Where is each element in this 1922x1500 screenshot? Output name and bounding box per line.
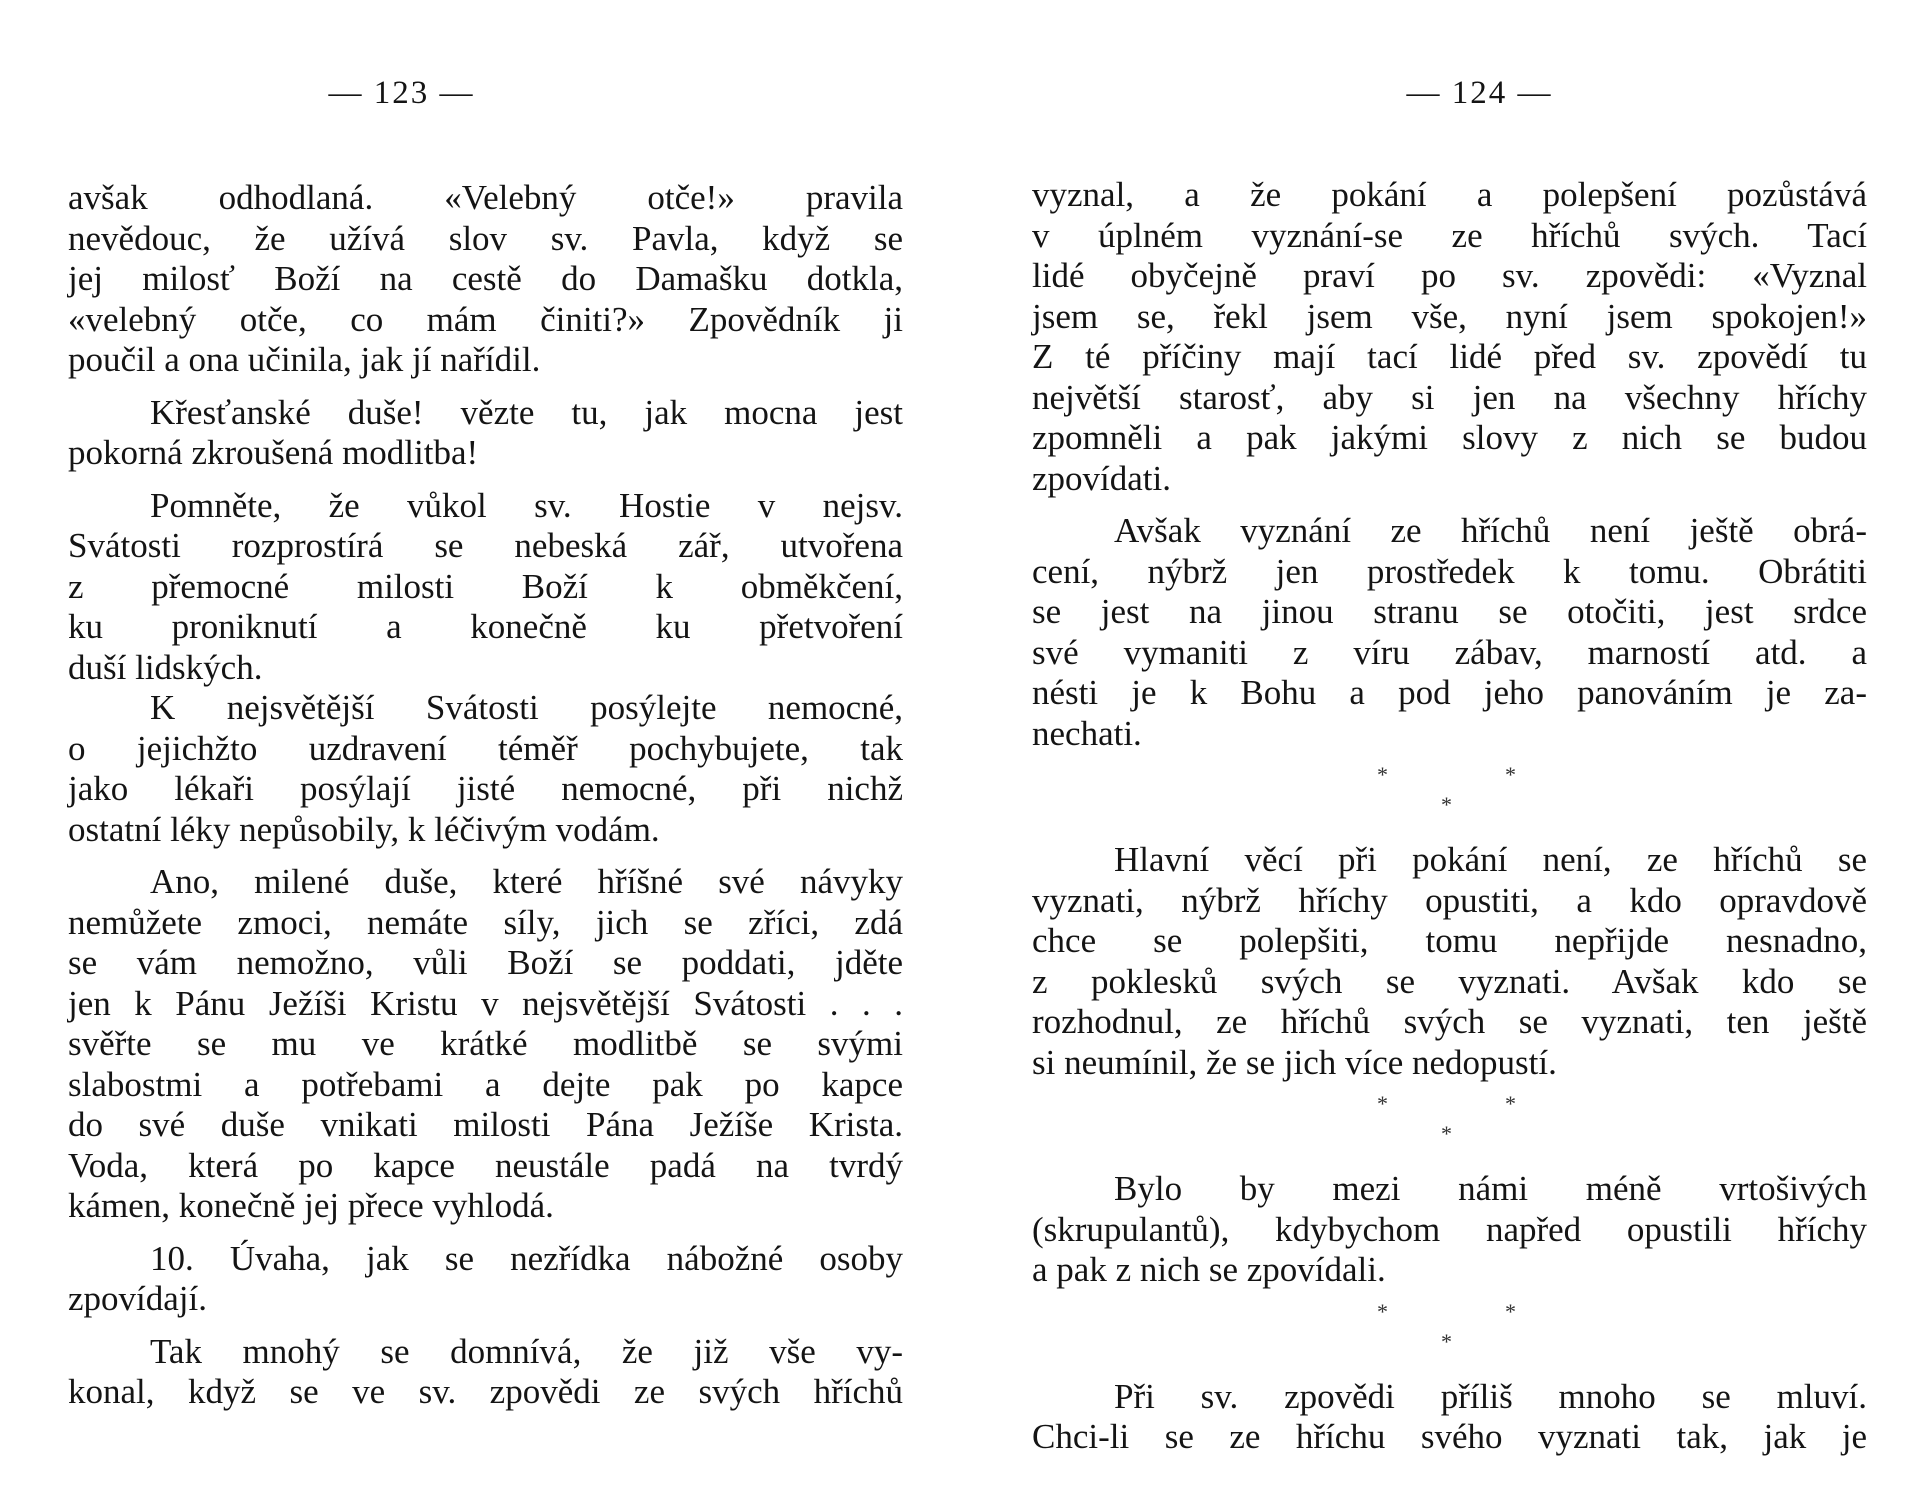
asterisk-icon: *	[1505, 1298, 1516, 1324]
text-line: chce se polepšiti, tomu nepřijde nesnadno,	[1032, 921, 1867, 960]
text-line: se jest na jinou stranu se otočiti, jest srdce	[1032, 592, 1867, 631]
text-line: jsem se, řekl jsem vše, nyní jsem spokojen!»	[1032, 296, 1867, 336]
text-line: slabostmi a potřebami a dejte pak po kapce	[68, 1064, 903, 1104]
text-line: Z té příčiny mají tací lidé před sv. zpovědí tu	[1032, 337, 1867, 376]
text-line: lidé obyčejně praví po sv. zpovědi: «Vyznal	[1032, 256, 1867, 295]
asterisk-icon: *	[1441, 1121, 1452, 1146]
text-line: ku proniknutí a konečně ku přetvoření	[68, 607, 903, 646]
text-line: z přemocné milosti Boží k obměkčení,	[68, 566, 903, 606]
right-page	[1032, 0, 1867, 1500]
asterisk-icon: *	[1441, 792, 1452, 817]
text-line: Ano, milené duše, které hříšné své návyky	[150, 862, 903, 901]
asterisk-icon: *	[1441, 1328, 1452, 1354]
text-line: konal, když se ve sv. zpovědi ze svých hříchů	[68, 1372, 903, 1411]
text-line: se vám nemožno, vůli Boží se poddati, jděte	[68, 943, 903, 982]
text-line: Svátosti rozprostírá se nebeská zář, utvořena	[68, 526, 903, 565]
asterisk-icon: *	[1505, 762, 1516, 787]
text-line: zpomněli a pak jakými slovy z nich se budou	[1032, 418, 1867, 457]
text-line: nechati.	[1032, 713, 1142, 753]
section-divider	[1032, 1299, 1867, 1369]
section-divider	[1032, 762, 1867, 832]
text-line: největší starosť, aby si jen na všechny hříchy	[1032, 377, 1867, 417]
text-line: rozhodnul, ze hříchů svých se vyznati, ten ještě	[1032, 1002, 1867, 1041]
text-line: vyznal, a že pokání a polepšení pozůstává	[1032, 175, 1867, 214]
text-line: Při sv. zpovědi příliš mnoho se mluví.	[1114, 1376, 1867, 1416]
text-line: vyznati, nýbrž hříchy opustiti, a kdo opravdově	[1032, 880, 1867, 920]
text-line: nemůžete zmoci, nemáte síly, jich se zříci, zdá	[68, 902, 903, 942]
text-line: avšak odhodlaná. «Velebný otče!» pravila	[68, 178, 903, 217]
paragraph-group	[1032, 1377, 1867, 1458]
section-divider	[1032, 1091, 1867, 1161]
text-line: o jejichžto uzdravení téměř pochybujete, tak	[68, 728, 903, 768]
text-line: Pomněte, že vůkol sv. Hostie v nejsv.	[150, 485, 903, 525]
text-line: jej milosť Boží na cestě do Damašku dotkla,	[68, 259, 903, 298]
paragraph-group	[1032, 840, 1867, 1083]
right-page-text	[1032, 175, 1867, 1458]
text-line: 10. Úvaha, jak se nezřídka nábožné osoby	[150, 1238, 903, 1278]
paragraph-group	[1032, 1169, 1867, 1291]
text-line: z poklesků svých se vyznati. Avšak kdo se	[1032, 961, 1867, 1001]
asterisk-icon: *	[1377, 1091, 1388, 1116]
text-line: zpovídají.	[68, 1279, 207, 1318]
text-line: pokorná zkroušená modlitba!	[68, 433, 479, 472]
asterisk-icon: *	[1377, 762, 1388, 787]
text-line: duší lidských.	[68, 647, 263, 687]
text-line: Křesťanské duše! vězte tu, jak mocna jest	[150, 392, 903, 432]
asterisk-icon: *	[1377, 1298, 1388, 1324]
text-line: Voda, která po kapce neustále padá na tvrdý	[68, 1145, 903, 1185]
text-line: a pak z nich se zpovídali.	[1032, 1250, 1386, 1289]
text-line: v úplném vyznání-se ze hříchů svých. Tací	[1032, 215, 1867, 255]
text-line: «velebný otče, co mám činiti?» Zpovědník ji	[68, 299, 903, 339]
page-number: — 123 —	[328, 75, 475, 111]
text-line: ostatní léky nepůsobily, k léčivým vodám.	[68, 809, 660, 849]
left-page	[68, 0, 903, 1500]
text-line: svěřte se mu ve krátké modlitbě se svými	[68, 1024, 903, 1063]
text-line: kámen, konečně jej přece vyhlodá.	[68, 1186, 554, 1225]
text-line: si neumínil, že se jich více nedopustí.	[1032, 1042, 1557, 1082]
text-line: zpovídati.	[1032, 458, 1171, 498]
page-number: — 124 —	[1406, 75, 1553, 111]
text-line: Chci-li se ze hříchu svého vyznati tak, jak je	[1032, 1417, 1867, 1456]
text-line: jen k Pánu Ježíši Kristu v nejsvětější Svátosti . . .	[68, 983, 903, 1023]
text-line: nevědouc, že užívá slov sv. Pavla, když se	[68, 218, 903, 258]
text-line: cení, nýbrž jen prostředek k tomu. Obrátiti	[1032, 551, 1867, 591]
asterisk-icon: *	[1505, 1091, 1516, 1116]
text-line: do své duše vnikati milosti Pána Ježíše Krista.	[68, 1105, 903, 1144]
text-line: (skrupulantů), kdybychom napřed opustili hříchy	[1032, 1209, 1867, 1249]
text-line: poučil a ona učinila, jak jí nařídil.	[68, 340, 541, 379]
text-line: jako lékaři posýlají jisté nemocné, při nichž	[68, 769, 903, 808]
text-line: Avšak vyznání ze hříchů není ještě obrá-	[1114, 511, 1867, 550]
text-line: své vymaniti z víru zábav, marností atd. a	[1032, 632, 1867, 672]
left-page-text	[68, 178, 903, 1413]
text-line: Tak mnohý se domnívá, že již vše vy-	[150, 1331, 903, 1371]
text-line: K nejsvětější Svátosti posýlejte nemocné,	[150, 688, 903, 727]
text-line: nésti je k Bohu a pod jeho panováním je za-	[1032, 673, 1867, 712]
paragraph-group	[1032, 175, 1867, 754]
text-line: Hlavní věcí při pokání není, ze hříchů se	[1114, 840, 1867, 879]
text-line: Bylo by mezi námi méně vrtošivých	[1114, 1169, 1867, 1208]
